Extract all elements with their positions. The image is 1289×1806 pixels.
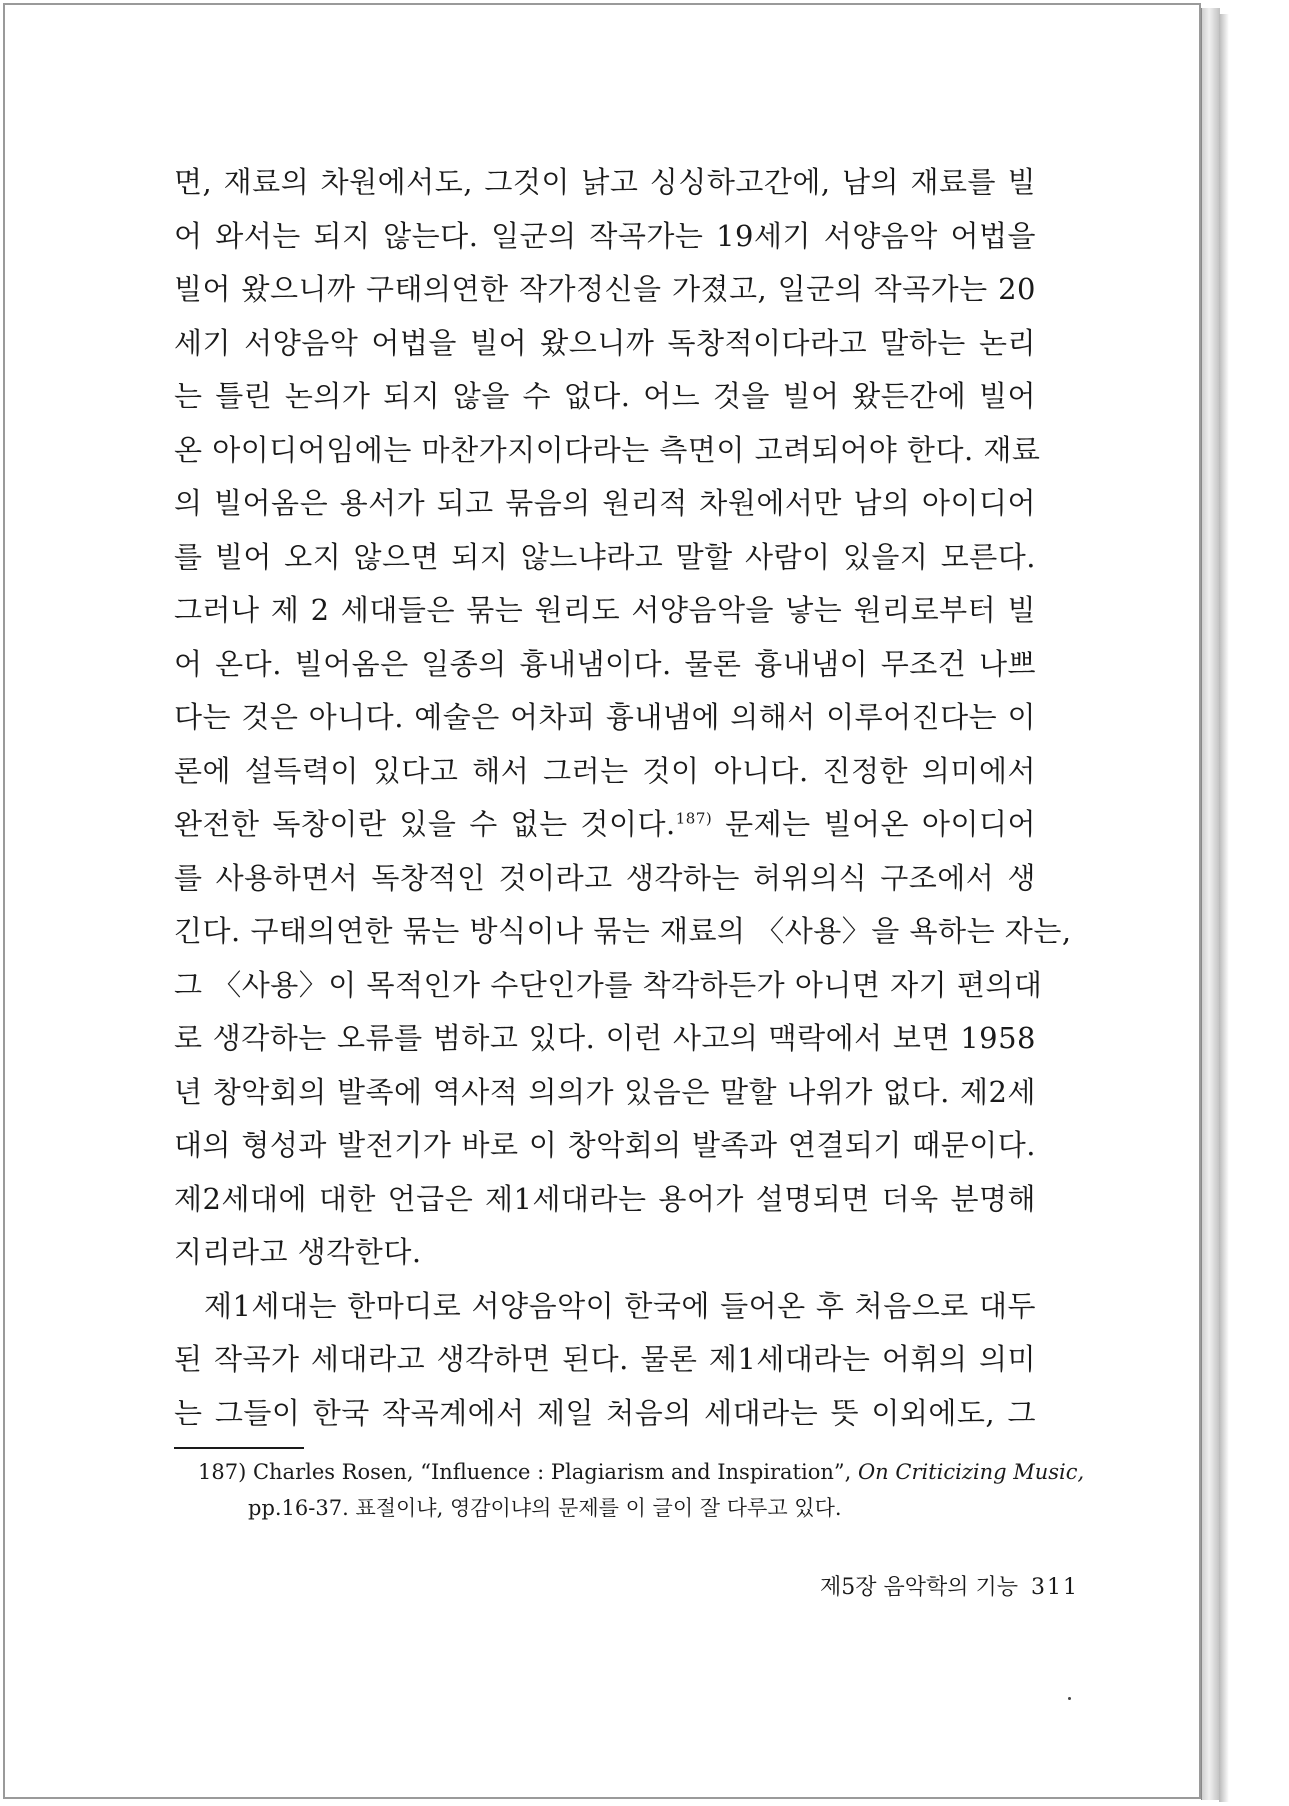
text-line: 년 창악회의 발족에 역사적 의의가 있음은 말할 나위가 없다. 제2세 — [174, 1074, 1036, 1109]
text-line: 온 아이디어임에는 마찬가지이다라는 측면이 고려되어야 한다. 재료 — [174, 432, 1041, 467]
footnote-divider — [174, 1447, 304, 1449]
text-line: 를 빌어 오지 않으면 되지 않느냐라고 말할 사람이 있을지 모른다. — [174, 539, 1036, 574]
text-line: 빌어 왔으니까 구태의연한 작가정신을 가졌고, 일군의 작곡가는 20 — [174, 272, 1036, 306]
footnote-book-title: On Criticizing Music, — [857, 1460, 1085, 1484]
text-line: 면, 재료의 차원에서도, 그것이 낡고 싱싱하고간에, 남의 재료를 빌 — [174, 165, 1036, 199]
footnote-line-2: pp.16-37. 표절이냐, 영감이냐의 문제를 이 글이 잘 다루고 있다. — [248, 1496, 842, 1520]
page-shadow — [1219, 14, 1229, 1802]
text-line: 그 〈사용〉이 목적인가 수단인가를 착각하든가 아니면 자기 편의대 — [174, 967, 1043, 1002]
page-number: 311 — [1031, 1575, 1079, 1600]
text-line: 어 와서는 되지 않는다. 일군의 작곡가는 19세기 서양음악 어법을 — [174, 218, 1036, 253]
chapter-title: 제5장 음악학의 기능 — [820, 1575, 1018, 1600]
text-line: 세기 서양음악 어법을 빌어 왔으니까 독창적이다라고 말하는 논리 — [174, 325, 1036, 360]
text-line-with-footnote — [174, 798, 1036, 852]
text-line: 그러나 제 2 세대들은 묶는 원리도 서양음악을 낳는 원리로부터 빌 — [174, 593, 1036, 627]
text-line: 를 사용하면서 독창적인 것이라고 생각하는 허위의식 구조에서 생 — [174, 860, 1036, 895]
text-line: 지리라고 생각한다. — [174, 1235, 422, 1269]
footnote-number: 187) — [198, 1460, 247, 1484]
text-line: 제1세대는 한마디로 서양음악이 한국에 들어온 후 처음으로 대두 — [204, 1288, 1036, 1323]
page-stack-edge — [1201, 8, 1220, 1800]
text-line: 제2세대에 대한 언급은 제1세대라는 용어가 설명되면 더욱 분명해 — [174, 1181, 1036, 1216]
scan-speck — [1068, 1697, 1071, 1700]
footnote-citation: Charles Rosen, “Influence : Plagiarism and Inspiration”, — [246, 1460, 858, 1484]
footnote-line-1 — [198, 1454, 1085, 1490]
body-text — [174, 156, 1072, 1440]
text-line: 로 생각하는 오류를 범하고 있다. 이런 사고의 맥락에서 보면 1958 — [174, 1021, 1036, 1055]
footnote — [198, 1454, 1085, 1526]
text-line: 대의 형성과 발전기가 바로 이 창악회의 발족과 연결되기 때문이다. — [174, 1128, 1036, 1162]
text-line: 된 작곡가 세대라고 생각하면 된다. 물론 제1세대라는 어휘의 의미 — [174, 1342, 1036, 1376]
text-line: 긴다. 구태의연한 묶는 방식이나 묶는 재료의 〈사용〉을 욕하는 자는, — [174, 914, 1072, 948]
footnote-reference[interactable]: 187) — [675, 809, 713, 828]
text-line-head: 완전한 독창이란 있을 수 없는 것이다. — [174, 807, 676, 841]
text-line: 는 그들이 한국 작곡계에서 제일 처음의 세대라는 뜻 이외에도, 그 — [174, 1395, 1036, 1430]
text-line: 의 빌어옴은 용서가 되고 묶음의 원리적 차원에서만 남의 아이디어 — [174, 486, 1036, 520]
text-line: 는 틀린 논의가 되지 않을 수 없다. 어느 것을 빌어 왔든간에 빌어 — [174, 379, 1036, 413]
text-line: 어 온다. 빌어옴은 일종의 흉내냄이다. 물론 흉내냄이 무조건 나쁘 — [174, 646, 1036, 681]
text-line: 론에 설득력이 있다고 해서 그러는 것이 아니다. 진정한 의미에서 — [174, 753, 1036, 788]
text-line-tail: 문제는 빌어온 아이디어 — [712, 807, 1036, 841]
running-footer — [820, 1570, 1079, 1601]
text-line: 다는 것은 아니다. 예술은 어차피 흉내냄에 의해서 이루어진다는 이 — [174, 700, 1036, 734]
